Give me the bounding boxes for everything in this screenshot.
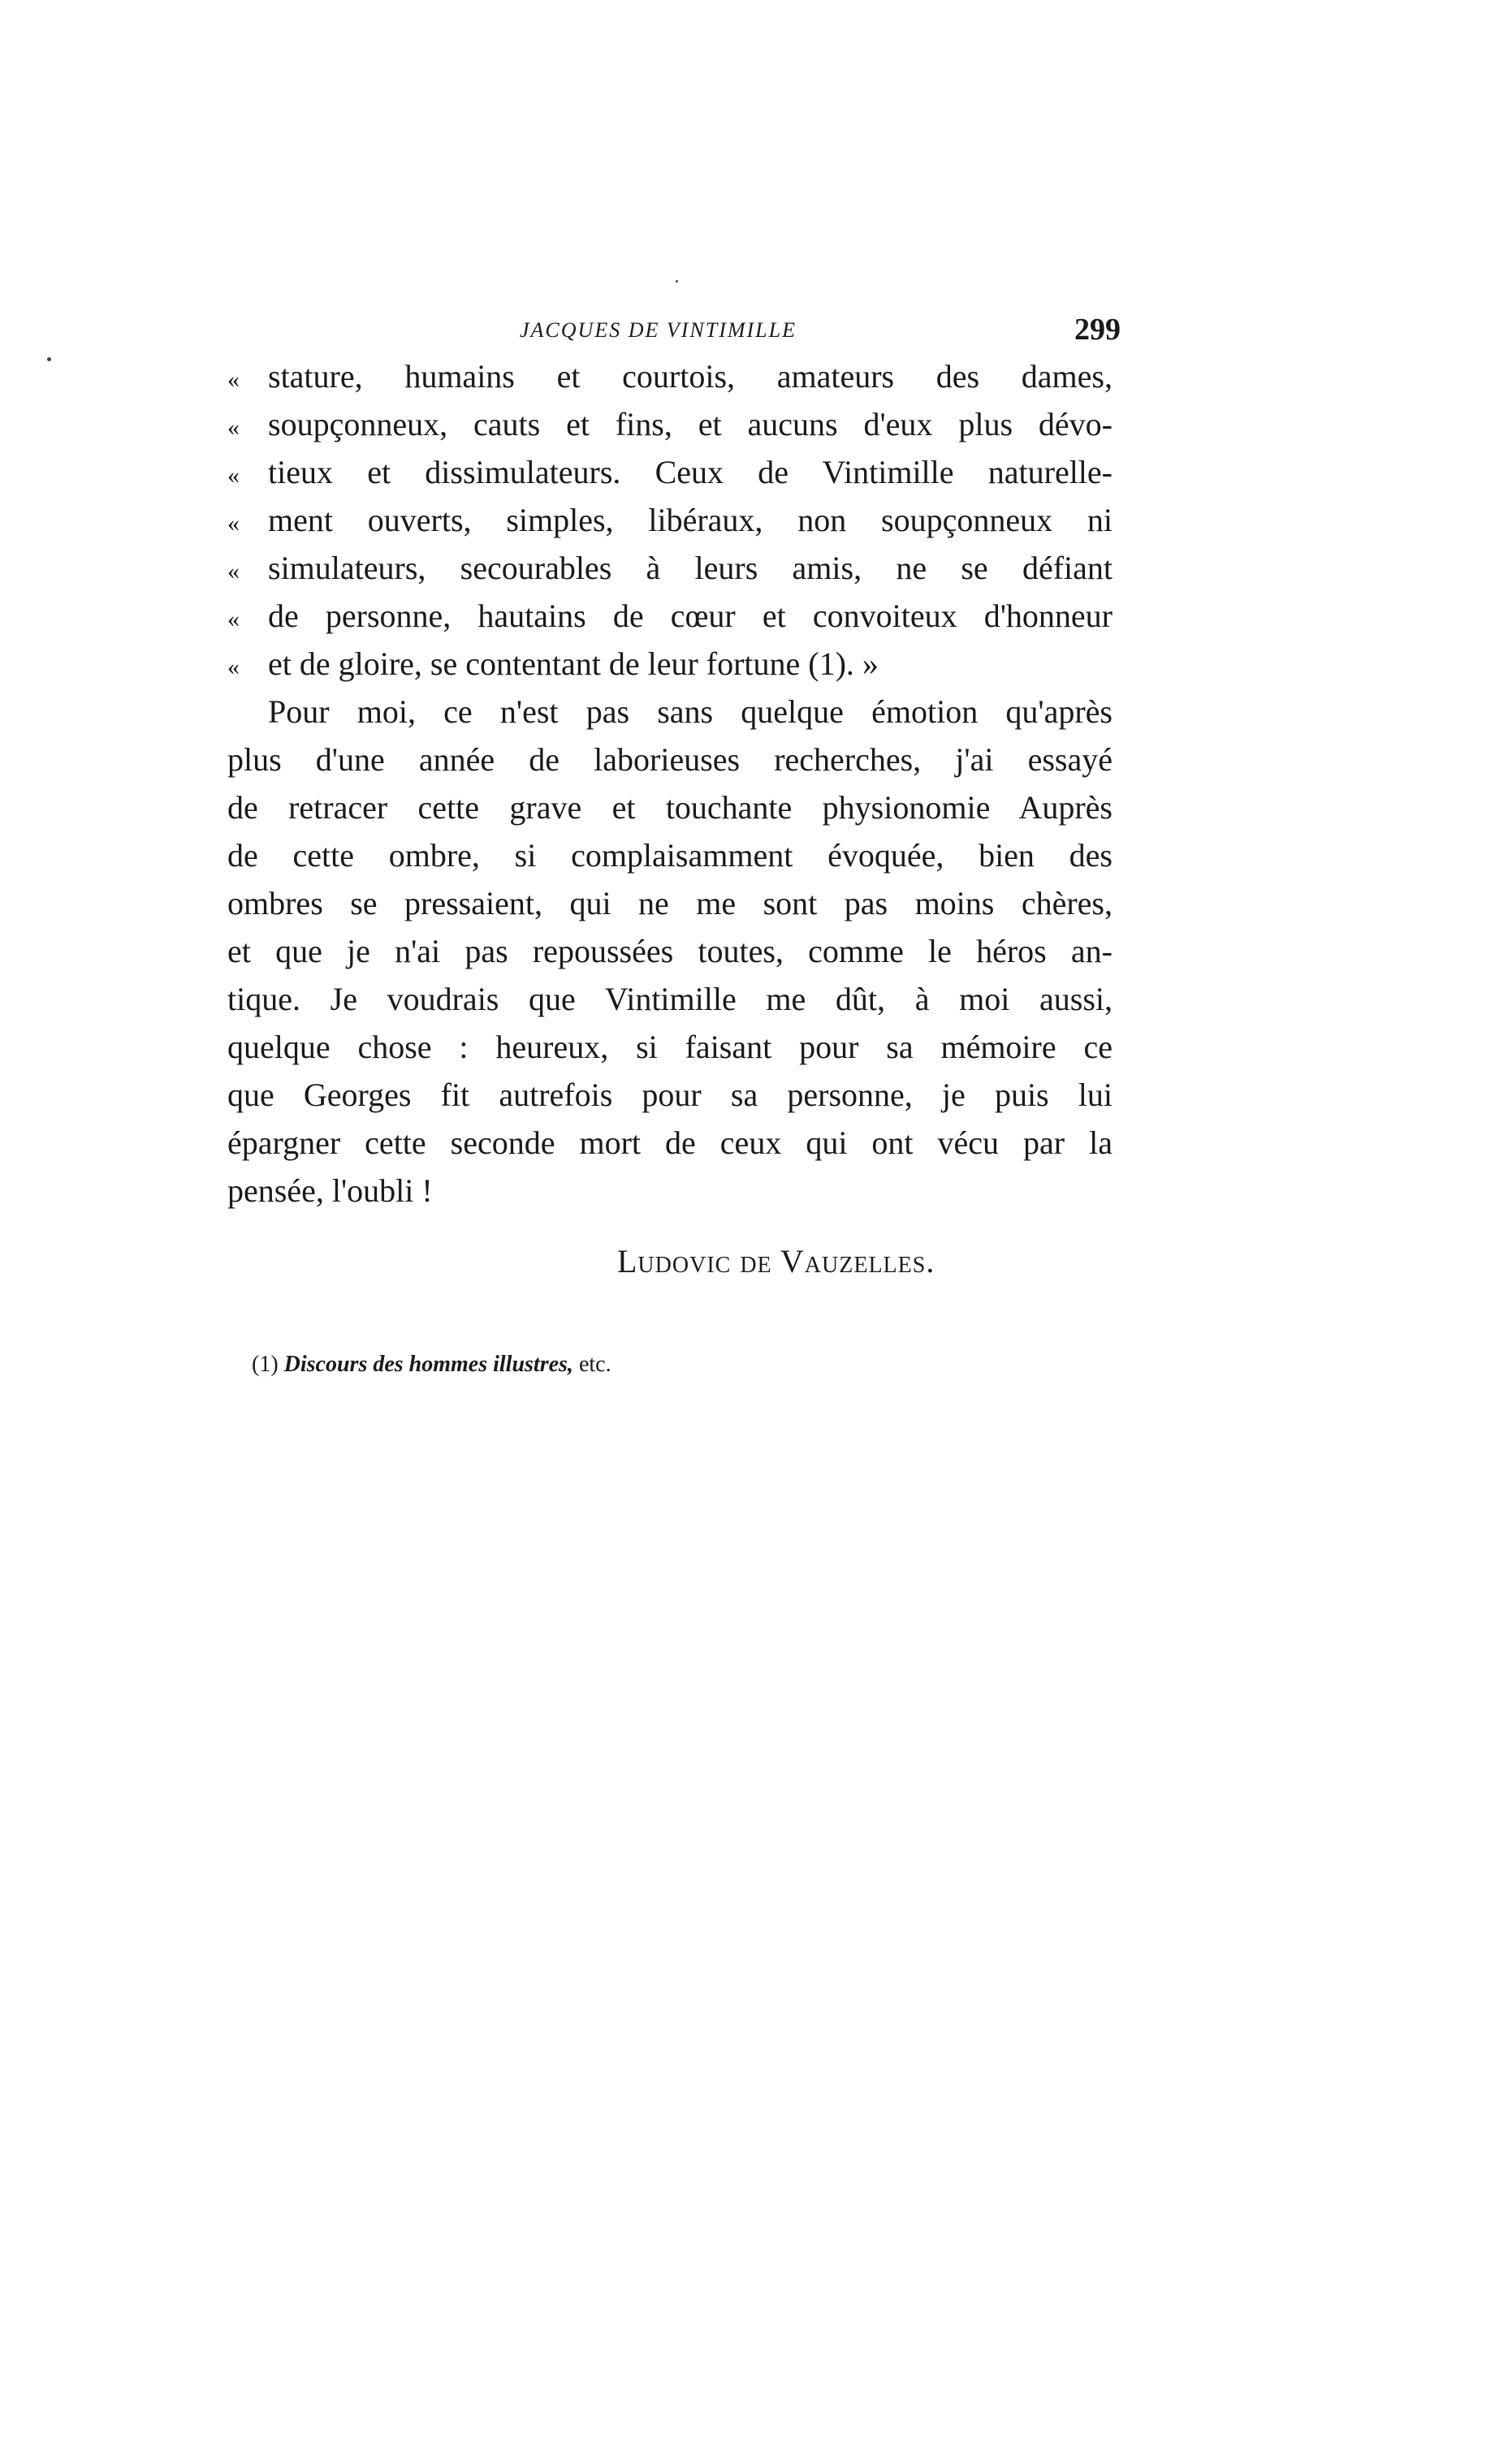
author-signature: Ludovic de Vauzelles. bbox=[617, 1243, 935, 1279]
quote-line bbox=[227, 645, 1113, 693]
footnote bbox=[252, 1352, 611, 1378]
quote-line bbox=[227, 549, 1113, 597]
quote-line-text: simulateurs, secourables à leurs amis, ne se défiant bbox=[268, 550, 1113, 586]
footnote-marker: (1) bbox=[252, 1352, 279, 1377]
quote-line-text: et de gloire, se contentant de leur fortune (1). » bbox=[268, 645, 879, 682]
quote-mark: « bbox=[227, 462, 240, 489]
quote-line-text: soupçonneux, cauts et fins, et aucuns d'eux plus dévo- bbox=[268, 406, 1113, 442]
paragraph-line: que Georges fit autrefois pour sa personne, je puis lui bbox=[227, 1077, 1113, 1113]
paragraph-line: de cette ombre, si complaisamment évoquée, bien des bbox=[227, 837, 1113, 874]
quote-line-text: ment ouverts, simples, libéraux, non soupçonneux ni bbox=[268, 502, 1113, 538]
paragraph-line: Pour moi, ce n'est pas sans quelque émotion qu'après bbox=[268, 693, 1113, 730]
paragraph-line: plus d'une année de laborieuses recherches, j'ai essayé bbox=[227, 741, 1113, 778]
quote-mark: « bbox=[227, 606, 240, 632]
paragraph bbox=[227, 693, 1113, 1219]
quote-mark: « bbox=[227, 558, 240, 585]
quote-line bbox=[227, 357, 1113, 405]
running-head bbox=[227, 312, 1121, 352]
paragraph-line: pensée, l'oubli ! bbox=[227, 1172, 433, 1209]
quote-line-text: tieux et dissimulateurs. Ceux de Vintimille naturelle- bbox=[268, 454, 1113, 490]
quote-line-text: de personne, hautains de cœur et convoiteux d'honneur bbox=[268, 598, 1113, 634]
paragraph-line: de retracer cette grave et touchante physionomie Auprès bbox=[227, 789, 1113, 826]
paragraph-line: épargner cette seconde mort de ceux qui ont vécu par la bbox=[227, 1124, 1113, 1161]
footnote-rest: etc. bbox=[578, 1352, 611, 1377]
body-text bbox=[227, 357, 1113, 1219]
scan-speck bbox=[676, 280, 678, 283]
quote-mark: « bbox=[227, 366, 240, 393]
running-title: JACQUES DE VINTIMILLE bbox=[520, 318, 797, 342]
quote-line bbox=[227, 501, 1113, 549]
quote-mark: « bbox=[227, 510, 240, 537]
paragraph-line: et que je n'ai pas repoussées toutes, comme le héros an- bbox=[227, 933, 1113, 969]
quote-line bbox=[227, 405, 1113, 453]
quotation bbox=[227, 357, 1113, 693]
quote-line-text: stature, humains et courtois, amateurs des dames, bbox=[268, 358, 1113, 395]
paragraph-line: quelque chose : heureux, si faisant pour sa mémoire ce bbox=[227, 1029, 1113, 1065]
footnote-title: Discours des hommes illustres, bbox=[283, 1352, 573, 1377]
quote-line bbox=[227, 453, 1113, 501]
quote-mark: « bbox=[227, 414, 240, 441]
scan-speck bbox=[47, 357, 51, 361]
paragraph-line: ombres se pressaient, qui ne me sont pas moins chères, bbox=[227, 885, 1113, 921]
quote-line bbox=[227, 597, 1113, 645]
paragraph-line: tique. Je voudrais que Vintimille me dût, à moi aussi, bbox=[227, 981, 1113, 1017]
quote-mark: « bbox=[227, 654, 240, 680]
page-number: 299 bbox=[1074, 313, 1121, 347]
